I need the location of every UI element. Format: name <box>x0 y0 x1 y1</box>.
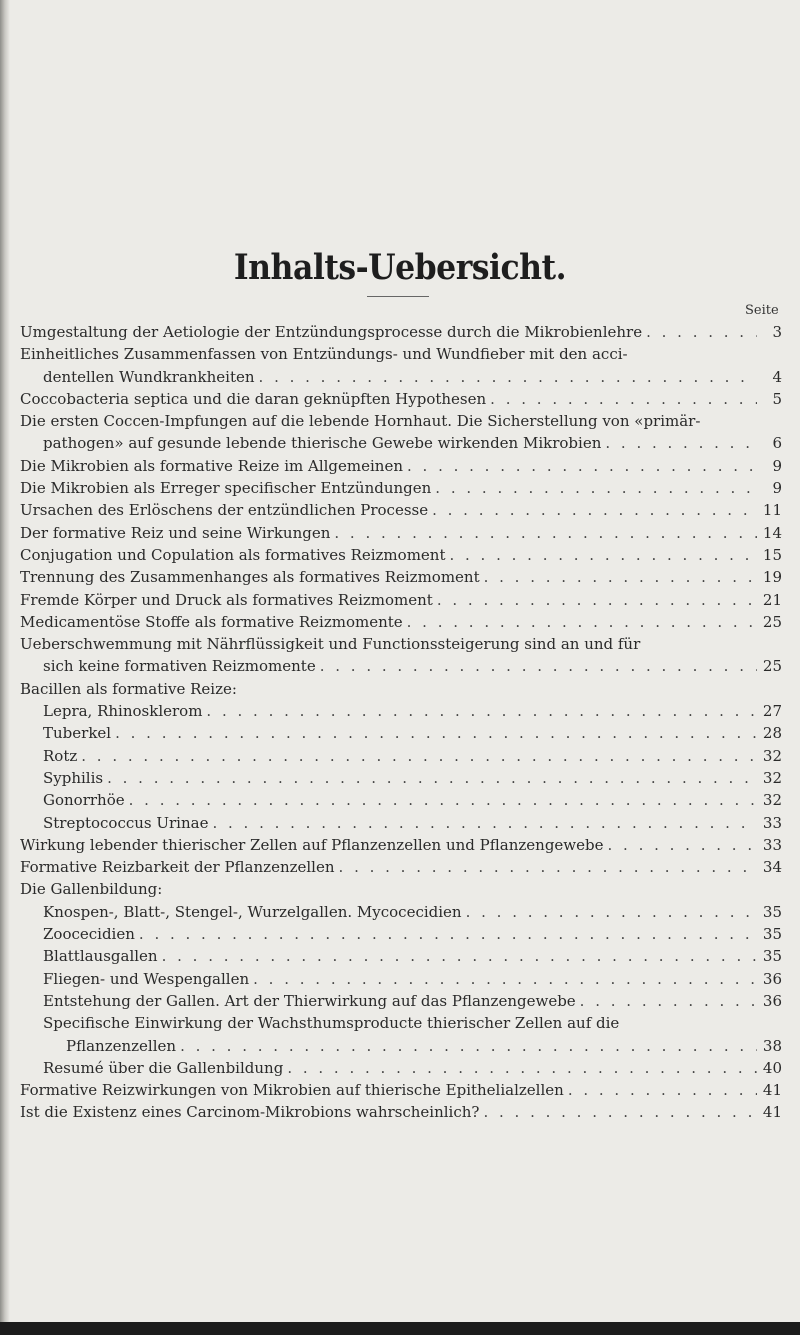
dot-leader <box>334 524 757 542</box>
title-divider <box>367 296 429 297</box>
dot-leader <box>483 1103 757 1121</box>
dot-leader <box>81 747 757 765</box>
toc-entry <box>20 747 782 769</box>
toc-entry-text: Knospen-, Blatt-, Stengel-, Wurzelgallen. Mycocecidien <box>43 902 462 921</box>
toc-entry-text: Umgestaltung der Aetiologie der Entzündungsprocesse durch die Mikrobienlehre <box>20 323 643 341</box>
toc-entry-page: 41 <box>762 1081 782 1100</box>
dot-leader <box>449 546 757 564</box>
toc-entry <box>20 702 782 724</box>
toc-entry <box>20 568 782 590</box>
toc-entry <box>20 814 782 836</box>
toc-entry-text: Specifische Einwirkung der Wachsthumsproducte thierischer Zellen auf die <box>43 1014 620 1033</box>
toc-entry <box>20 925 782 947</box>
toc-entry-text: Die ersten Coccen-Impfungen auf die lebende Hornhaut. Die Sicherstellung von «primär- <box>20 412 701 431</box>
dot-leader <box>580 992 757 1010</box>
toc-entry-text: Die Gallenbildung: <box>20 880 163 899</box>
toc-entry <box>20 769 782 791</box>
dot-leader <box>407 613 757 631</box>
toc-entry-text: Lepra, Rhinosklerom <box>43 702 203 721</box>
toc-entry-page: 4 <box>772 367 782 386</box>
toc-entry-page: 36 <box>762 991 782 1010</box>
toc-entry <box>20 591 782 613</box>
dot-leader <box>339 858 757 876</box>
dot-leader <box>259 368 757 386</box>
toc-entry <box>20 434 782 456</box>
toc-entry-page: 11 <box>762 501 782 520</box>
toc-entry <box>20 457 782 479</box>
toc-entry-page: 3 <box>772 323 782 341</box>
toc-entry <box>20 836 782 858</box>
toc-entry-text: Medicamentöse Stoffe als formative Reizmomente <box>20 612 403 631</box>
dot-leader <box>466 903 757 921</box>
page-column-label: Seite <box>745 303 779 318</box>
toc-entry <box>20 1059 782 1081</box>
dot-leader <box>646 323 757 341</box>
dot-leader <box>162 947 757 965</box>
toc-entry-text: Pflanzenzellen <box>66 1036 177 1055</box>
toc-entry-page: 9 <box>772 456 782 475</box>
toc-entry <box>20 501 782 523</box>
dot-leader <box>432 501 757 519</box>
dot-leader <box>568 1081 757 1099</box>
toc-entry <box>20 992 782 1014</box>
toc-entry-page: 36 <box>762 969 782 988</box>
toc-entry-text: Formative Reizbarkeit der Pflanzenzellen <box>20 858 335 877</box>
toc-entry-page: 33 <box>762 813 782 832</box>
toc-entry <box>20 1081 782 1103</box>
toc-entry <box>20 613 782 635</box>
toc-entry <box>20 635 782 657</box>
toc-entry-text: Tuberkel <box>43 724 112 743</box>
toc-entry <box>20 323 782 345</box>
toc-entry-text: Fremde Körper und Druck als formatives Reizmoment <box>20 590 433 609</box>
toc-entry-text: Der formative Reiz und seine Wirkungen <box>20 523 331 542</box>
toc-entry-text: Coccobacteria septica und die daran geknüpften Hypothesen <box>20 389 487 408</box>
dot-leader <box>407 457 757 475</box>
page-bottom-edge <box>0 1322 800 1335</box>
toc-entry-text: Ueberschwemmung mit Nährflüssigkeit und Functionssteigerung sind an und für <box>20 635 641 654</box>
toc-entry <box>20 791 782 813</box>
toc-entry-text: Rotz <box>43 746 78 765</box>
dot-leader <box>490 390 757 408</box>
table-of-contents <box>20 323 782 1126</box>
toc-entry-page: 32 <box>762 746 782 765</box>
toc-entry-text: Syphilis <box>43 768 104 787</box>
toc-entry-text: Streptococcus Urinae <box>43 813 209 832</box>
dot-leader <box>605 434 757 452</box>
toc-entry-page: 33 <box>762 835 782 854</box>
toc-entry-text: Wirkung lebender thierischer Zellen auf Pflanzenzellen und Pflanzengewebe <box>20 835 604 854</box>
toc-entry-page: 35 <box>762 925 782 944</box>
dot-leader <box>437 591 757 609</box>
toc-entry <box>20 970 782 992</box>
toc-entry <box>20 412 782 434</box>
toc-entry <box>20 1014 782 1036</box>
toc-entry-page: 34 <box>762 858 782 877</box>
toc-entry <box>20 345 782 367</box>
toc-entry <box>20 546 782 568</box>
toc-entry-page: 35 <box>762 947 782 966</box>
dot-leader <box>206 702 757 720</box>
dot-leader <box>253 970 757 988</box>
toc-entry-text: Gonorrhöe <box>43 791 125 810</box>
toc-entry-page: 41 <box>762 1103 782 1122</box>
toc-entry <box>20 947 782 969</box>
toc-entry <box>20 858 782 880</box>
toc-entry-text: dentellen Wundkrankheiten <box>43 367 255 386</box>
toc-entry-page: 38 <box>762 1036 782 1055</box>
toc-entry-text: sich keine formativen Reizmomente <box>43 657 316 676</box>
dot-leader <box>608 836 758 854</box>
toc-entry-text: Ist die Existenz eines Carcinom-Mikrobions wahrscheinlich? <box>20 1103 480 1122</box>
toc-entry <box>20 1103 782 1125</box>
toc-entry <box>20 724 782 746</box>
toc-entry <box>20 368 782 390</box>
toc-entry-page: 15 <box>762 545 782 564</box>
toc-entry-text: Trennung des Zusammenhanges als formatives Reizmoment <box>20 568 480 587</box>
dot-leader <box>287 1059 757 1077</box>
toc-entry-text: Conjugation und Copulation als formatives Reizmoment <box>20 545 446 564</box>
toc-entry-text: Formative Reizwirkungen von Mikrobien auf thierische Epithelialzellen <box>20 1081 564 1100</box>
toc-entry <box>20 390 782 412</box>
toc-entry-text: Die Mikrobien als formative Reize im Allgemeinen <box>20 456 403 475</box>
toc-entry <box>20 1037 782 1059</box>
toc-section-heading <box>20 880 782 902</box>
toc-entry-text: Einheitliches Zusammenfassen von Entzündungs- und Wundfieber mit den acci- <box>20 345 628 364</box>
dot-leader <box>435 479 757 497</box>
toc-section-heading <box>20 680 782 702</box>
toc-entry-page: 6 <box>772 434 782 453</box>
toc-entry-page: 40 <box>762 1058 782 1077</box>
toc-entry-page: 14 <box>762 523 782 542</box>
toc-entry-page: 9 <box>772 479 782 498</box>
page-edge-shadow <box>0 0 10 1335</box>
toc-entry-page: 32 <box>762 791 782 810</box>
toc-entry <box>20 524 782 546</box>
toc-entry <box>20 479 782 501</box>
toc-entry-page: 25 <box>762 612 782 631</box>
toc-entry-page: 35 <box>762 902 782 921</box>
page-title: Inhalts-Uebersicht. <box>233 247 567 289</box>
toc-entry-page: 32 <box>762 768 782 787</box>
toc-entry-text: Bacillen als formative Reize: <box>20 679 237 698</box>
dot-leader <box>212 814 757 832</box>
toc-entry-text: Ursachen des Erlöschens der entzündlichen Processe <box>20 501 429 520</box>
toc-entry-page: 21 <box>762 590 782 609</box>
toc-entry-text: Zoocecidien <box>43 925 135 944</box>
toc-entry <box>20 903 782 925</box>
dot-leader <box>129 791 757 809</box>
toc-entry-page: 5 <box>772 389 782 408</box>
dot-leader <box>484 568 757 586</box>
toc-entry-text: pathogen» auf gesunde lebende thierische Gewebe wirkenden Mikrobien <box>43 434 602 453</box>
toc-entry-page: 27 <box>762 702 782 721</box>
toc-entry <box>20 657 782 679</box>
toc-entry-page: 19 <box>762 568 782 587</box>
dot-leader <box>139 925 757 943</box>
toc-entry-text: Entstehung der Gallen. Art der Thierwirkung auf das Pflanzengewebe <box>43 991 576 1010</box>
toc-entry-text: Die Mikrobien als Erreger specifischer Entzündungen <box>20 479 432 498</box>
toc-entry-text: Blattlausgallen <box>43 947 158 966</box>
dot-leader <box>180 1037 757 1055</box>
dot-leader <box>320 657 757 675</box>
toc-entry-page: 25 <box>762 657 782 676</box>
dot-leader <box>107 769 757 787</box>
toc-entry-text: Fliegen- und Wespengallen <box>43 969 250 988</box>
toc-entry-page: 28 <box>762 724 782 743</box>
dot-leader <box>115 724 757 742</box>
toc-entry-text: Resumé über die Gallenbildung <box>43 1058 284 1077</box>
